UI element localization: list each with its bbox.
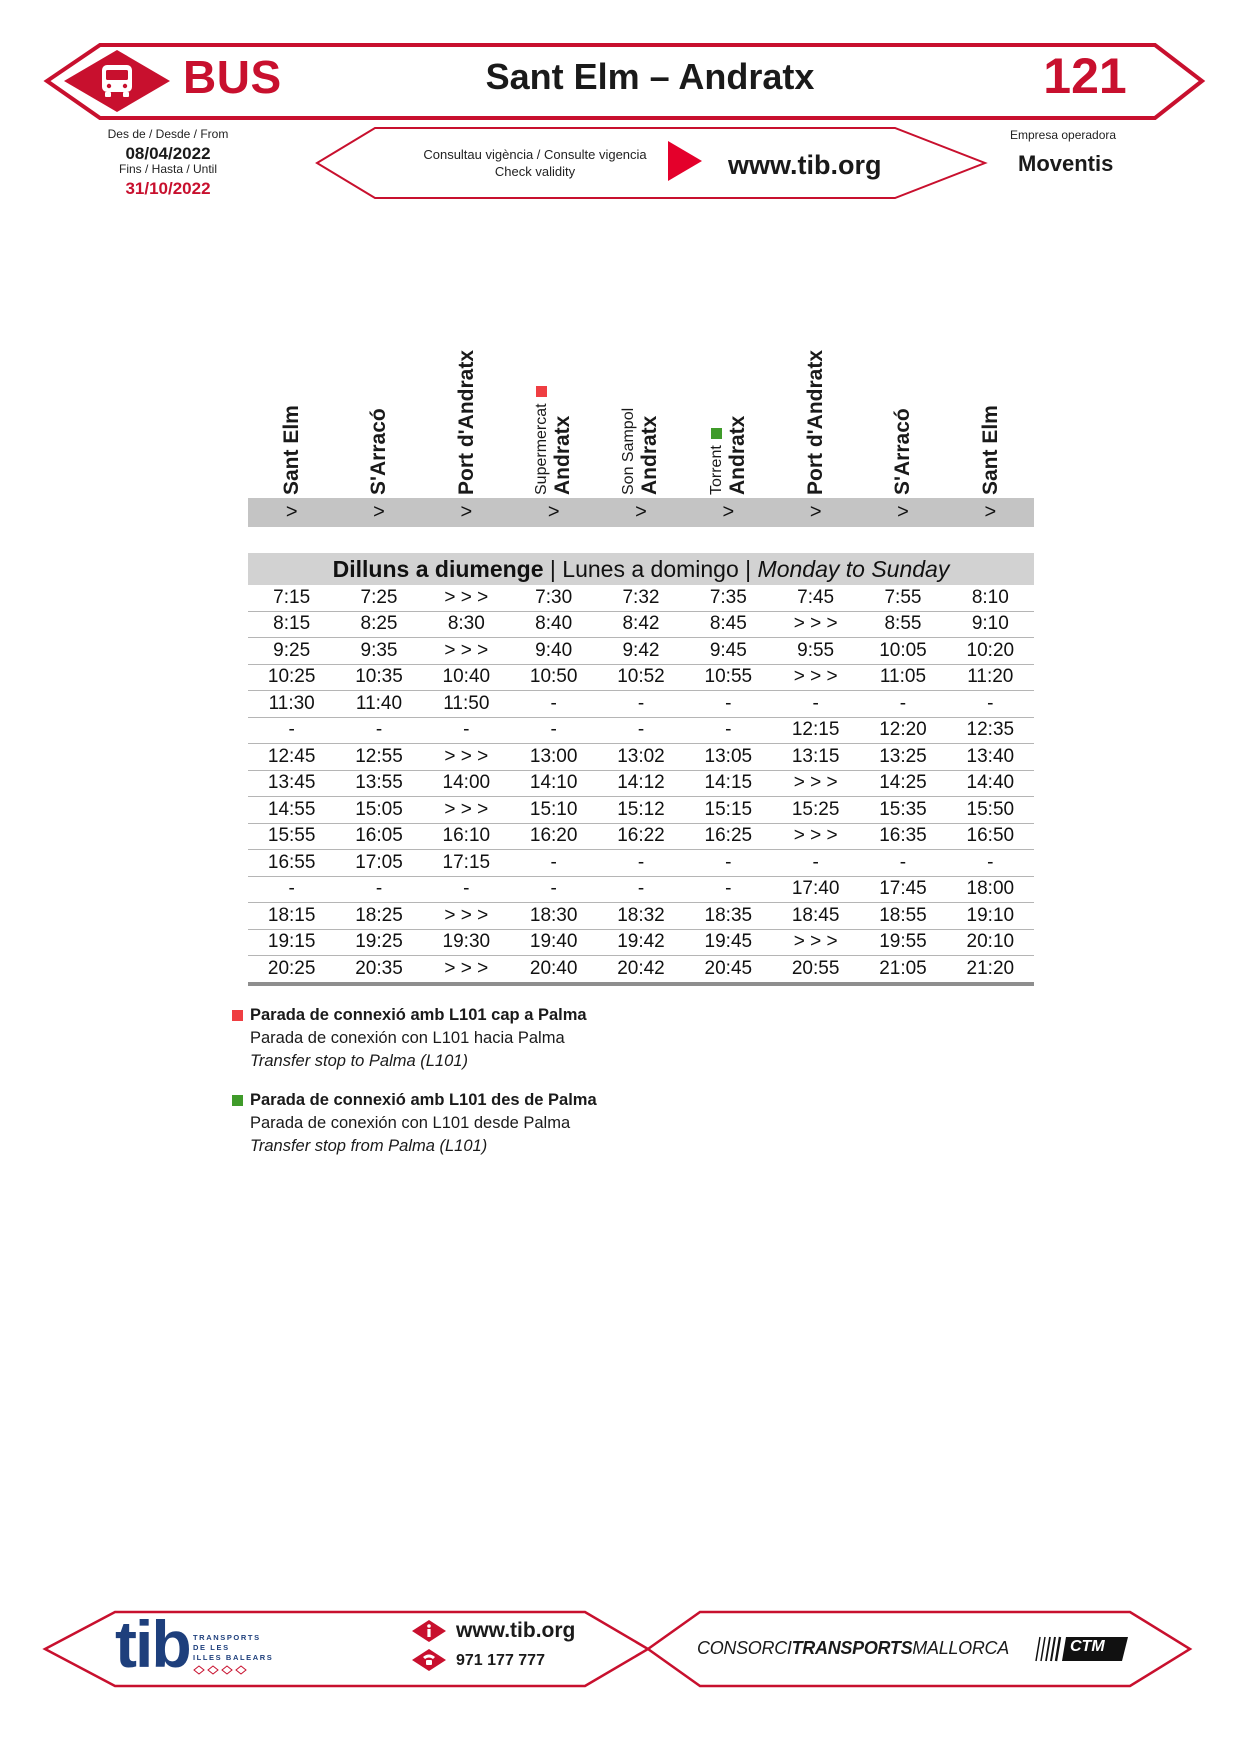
departure-time-cell: 18:55: [859, 903, 946, 930]
departure-time-cell: 13:05: [685, 744, 772, 771]
departure-time-cell: 17:05: [335, 850, 422, 877]
phone-icon: [411, 1648, 447, 1672]
departure-time-cell: 9:10: [947, 611, 1034, 638]
departure-time-cell: 8:30: [423, 611, 510, 638]
departure-time-cell: -: [859, 691, 946, 718]
departure-time-cell: > > >: [772, 770, 859, 797]
valid-from-date: 08/04/2022: [125, 144, 211, 163]
table-row: [248, 664, 1034, 691]
departure-time-cell: 10:40: [423, 664, 510, 691]
departure-time-cell: 19:25: [335, 929, 422, 956]
departure-time-cell: 19:55: [859, 929, 946, 956]
stop-name: Andratx: [551, 415, 574, 495]
table-row: [248, 929, 1034, 956]
departure-time-cell: 15:35: [859, 797, 946, 824]
departure-time-cell: 9:25: [248, 638, 335, 665]
departure-time-cell: -: [947, 850, 1034, 877]
departure-time-cell: -: [685, 691, 772, 718]
departure-time-cell: > > >: [772, 929, 859, 956]
departure-time-cell: 16:22: [597, 823, 684, 850]
departure-time-cell: 9:55: [772, 638, 859, 665]
departure-time-cell: 16:55: [248, 850, 335, 877]
departure-time-cell: > > >: [772, 611, 859, 638]
departure-time-cell: > > >: [423, 797, 510, 824]
service-days-bar: [248, 553, 1034, 585]
departure-time-cell: 10:35: [335, 664, 422, 691]
consorci-word-3: MALLORCA: [912, 1638, 1009, 1658]
departure-time-cell: 19:15: [248, 929, 335, 956]
red-square-icon: [536, 386, 547, 397]
departure-time-cell: 7:30: [510, 585, 597, 611]
departure-time-cell: 17:45: [859, 876, 946, 903]
note-1-catalan: Parada de connexió amb L101 cap a Palma: [250, 1006, 587, 1024]
departure-time-cell: 15:10: [510, 797, 597, 824]
direction-arrow: >: [897, 501, 909, 523]
departure-time-cell: 8:40: [510, 611, 597, 638]
departure-time-cell: > > >: [423, 903, 510, 930]
tib-logo: tib: [115, 1607, 190, 1681]
table-row: [248, 717, 1034, 744]
departure-time-cell: -: [248, 876, 335, 903]
table-row: [248, 876, 1034, 903]
departure-time-cell: 19:10: [947, 903, 1034, 930]
stop-header-label: [891, 408, 915, 495]
stop-header-label: [367, 408, 391, 495]
departure-time-cell: 20:45: [685, 956, 772, 984]
departure-time-cell: -: [597, 850, 684, 877]
departure-time-cell: 11:20: [947, 664, 1034, 691]
direction-arrow: >: [984, 501, 997, 523]
departure-time-cell: 16:10: [423, 823, 510, 850]
departure-time-cell: 15:05: [335, 797, 422, 824]
ctm-logo: CTM: [1070, 1638, 1105, 1655]
header-website-link[interactable]: www.tib.org: [728, 150, 882, 180]
info-icon: [411, 1619, 447, 1643]
table-row: [248, 585, 1034, 611]
stop-header-label: [708, 416, 750, 495]
departure-time-cell: 7:15: [248, 585, 335, 611]
departure-time-cell: 13:45: [248, 770, 335, 797]
departure-time-cell: 20:42: [597, 956, 684, 984]
check-validity-line1: Consultau vigència / Consulte vigencia: [423, 147, 647, 162]
departure-time-cell: > > >: [772, 823, 859, 850]
departure-time-cell: -: [772, 691, 859, 718]
departure-time-cell: -: [510, 876, 597, 903]
departure-time-cell: 12:55: [335, 744, 422, 771]
departure-time-cell: 19:45: [685, 929, 772, 956]
departure-time-cell: 15:12: [597, 797, 684, 824]
departure-time-cell: 14:55: [248, 797, 335, 824]
departure-time-cell: 20:25: [248, 956, 335, 984]
departure-time-cell: 13:00: [510, 744, 597, 771]
stop-header-label: [533, 386, 575, 495]
departure-time-cell: -: [423, 717, 510, 744]
departure-time-cell: 16:50: [947, 823, 1034, 850]
departure-time-cell: 20:10: [947, 929, 1034, 956]
table-row: [248, 850, 1034, 877]
departure-time-cell: 10:05: [859, 638, 946, 665]
direction-arrow-bar: [248, 498, 1034, 527]
table-row: [248, 770, 1034, 797]
stop-header-label: [455, 350, 479, 495]
direction-arrow: >: [809, 501, 822, 523]
departure-time-cell: 10:20: [947, 638, 1034, 665]
departure-time-cell: 20:40: [510, 956, 597, 984]
departure-time-cell: 21:20: [947, 956, 1034, 984]
departure-time-cell: 14:40: [947, 770, 1034, 797]
operator-label: Empresa operadora: [1010, 128, 1117, 142]
departure-time-cell: 14:15: [685, 770, 772, 797]
tib-sub-line3: ILLES BALEARS: [193, 1653, 274, 1662]
departure-time-cell: 16:25: [685, 823, 772, 850]
departure-time-cell: 11:40: [335, 691, 422, 718]
valid-until-label: Fins / Hasta / Until: [118, 162, 218, 176]
departure-time-cell: 9:42: [597, 638, 684, 665]
stop-name: Sant Elm: [978, 405, 1002, 495]
departure-time-cell: 9:35: [335, 638, 422, 665]
mode-label: BUS: [183, 51, 282, 103]
departure-time-cell: 9:40: [510, 638, 597, 665]
departure-time-cell: -: [597, 717, 684, 744]
tib-sub-line1: TRANSPORTS: [193, 1633, 261, 1642]
note-1-spanish: Parada de conexión con L101 hacia Palma: [250, 1029, 565, 1047]
departure-time-cell: 8:45: [685, 611, 772, 638]
valid-from-label: Des de / Desde / From: [107, 127, 229, 141]
stop-header: [859, 345, 947, 495]
departure-time-cell: 14:10: [510, 770, 597, 797]
tib-logo-subtitle: [193, 1633, 273, 1663]
departure-time-cell: 19:40: [510, 929, 597, 956]
departure-time-cell: 18:45: [772, 903, 859, 930]
stop-header: [335, 345, 423, 495]
departure-time-cell: > > >: [423, 956, 510, 984]
days-catalan: Dilluns a diumenge: [332, 556, 544, 582]
departure-time-cell: -: [685, 850, 772, 877]
red-square-icon: [232, 1010, 243, 1021]
departure-time-cell: 8:25: [335, 611, 422, 638]
departure-time-cell: 12:45: [248, 744, 335, 771]
green-square-icon: [711, 428, 722, 439]
stop-header: [772, 345, 860, 495]
departure-time-cell: -: [510, 717, 597, 744]
departure-time-cell: -: [510, 691, 597, 718]
table-row: [248, 744, 1034, 771]
departure-time-cell: 10:52: [597, 664, 684, 691]
stop-header-label: [280, 405, 304, 495]
departure-time-cell: 18:15: [248, 903, 335, 930]
stop-header: [248, 345, 336, 495]
departure-time-cell: 16:05: [335, 823, 422, 850]
departure-time-cell: 17:15: [423, 850, 510, 877]
table-row: [248, 797, 1034, 824]
departure-time-cell: 18:32: [597, 903, 684, 930]
table-row: [248, 691, 1034, 718]
stop-header-label: [979, 405, 1003, 495]
departure-time-cell: 10:55: [685, 664, 772, 691]
departure-time-cell: -: [597, 876, 684, 903]
stop-name: S'Arracó: [367, 408, 391, 495]
departure-time-cell: 13:40: [947, 744, 1034, 771]
departure-time-cell: -: [947, 691, 1034, 718]
departure-time-cell: -: [597, 691, 684, 718]
departure-time-cell: 7:25: [335, 585, 422, 611]
check-validity-line2: Check validity: [494, 164, 576, 179]
direction-arrow: >: [285, 501, 298, 523]
departure-time-cell: 11:50: [423, 691, 510, 718]
departure-time-cell: 19:42: [597, 929, 684, 956]
departure-time-cell: 21:05: [859, 956, 946, 984]
departure-time-cell: 13:02: [597, 744, 684, 771]
departure-time-cell: 7:35: [685, 585, 772, 611]
departure-time-cell: 11:30: [248, 691, 335, 718]
departure-time-cell: 10:25: [248, 664, 335, 691]
departure-time-cell: -: [772, 850, 859, 877]
note-2-catalan: Parada de connexió amb L101 des de Palma: [250, 1091, 597, 1109]
consorci-logo-text: [697, 1638, 1009, 1659]
check-validity-label: [420, 146, 650, 180]
stop-header: [685, 345, 773, 495]
consorci-word-1: CONSORCI: [697, 1638, 792, 1658]
departure-time-cell: 7:45: [772, 585, 859, 611]
departure-time-cell: 15:25: [772, 797, 859, 824]
stop-header: [510, 345, 598, 495]
departure-time-cell: -: [510, 850, 597, 877]
departure-time-cell: 10:50: [510, 664, 597, 691]
departure-time-cell: -: [859, 850, 946, 877]
departure-time-cell: 13:25: [859, 744, 946, 771]
departure-time-cell: 14:12: [597, 770, 684, 797]
departure-time-cell: > > >: [772, 664, 859, 691]
departure-time-cell: 13:55: [335, 770, 422, 797]
stop-name: Andratx: [725, 415, 749, 495]
direction-arrow: >: [722, 501, 735, 523]
table-row: [248, 638, 1034, 665]
stop-sub-location: [533, 386, 551, 495]
note-transfer-to-palma: [232, 1004, 587, 1073]
departure-time-cell: 11:05: [859, 664, 946, 691]
table-row: [248, 823, 1034, 850]
departure-time-cell: 8:55: [859, 611, 946, 638]
route-number: 121: [1043, 48, 1127, 104]
direction-arrow: >: [460, 501, 473, 523]
departure-time-cell: 15:15: [685, 797, 772, 824]
stop-name: Port d'Andratx: [804, 349, 827, 495]
departure-time-cell: 14:25: [859, 770, 946, 797]
departure-time-cell: -: [423, 876, 510, 903]
departure-time-cell: 15:55: [248, 823, 335, 850]
departure-time-cell: 14:00: [423, 770, 510, 797]
departure-time-cell: 12:15: [772, 717, 859, 744]
footer-phone-number[interactable]: 971 177 777: [456, 1652, 545, 1669]
departure-time-cell: 12:35: [947, 717, 1034, 744]
operator-name: Moventis: [1018, 151, 1114, 176]
stop-header-label: [620, 408, 662, 495]
direction-arrow: >: [635, 501, 647, 523]
departure-time-cell: 15:50: [947, 797, 1034, 824]
departure-time-cell: 12:20: [859, 717, 946, 744]
departure-time-cell: 17:40: [772, 876, 859, 903]
departure-time-cell: > > >: [423, 585, 510, 611]
stop-header-label: [804, 350, 828, 495]
departure-time-cell: 9:45: [685, 638, 772, 665]
stop-sub-name: Torrent: [707, 445, 725, 495]
stop-name: Andratx: [638, 415, 662, 495]
days-english: Monday to Sunday: [757, 556, 950, 582]
bus-icon: [98, 63, 136, 99]
stop-name: Port d'Andratx: [454, 349, 478, 495]
departure-time-cell: -: [248, 717, 335, 744]
departure-time-cell: 18:00: [947, 876, 1034, 903]
departure-time-cell: 8:10: [947, 585, 1034, 611]
departure-time-cell: -: [335, 717, 422, 744]
stop-header: [597, 345, 685, 495]
days-spanish: Lunes a domingo: [562, 556, 739, 582]
timetable: [248, 585, 1034, 986]
departure-time-cell: 18:25: [335, 903, 422, 930]
departure-time-cell: 20:35: [335, 956, 422, 984]
route-title: Sant Elm – Andratx: [485, 56, 815, 97]
note-1-english: Transfer stop to Palma (L101): [250, 1052, 468, 1070]
consorci-word-2: TRANSPORTS: [791, 1638, 913, 1658]
departure-time-cell: 16:35: [859, 823, 946, 850]
stop-sub-name: Supermercat: [533, 403, 550, 495]
green-square-icon: [232, 1095, 243, 1106]
departure-time-cell: 18:30: [510, 903, 597, 930]
departure-time-cell: > > >: [423, 744, 510, 771]
departure-time-cell: 8:15: [248, 611, 335, 638]
departure-time-cell: -: [685, 876, 772, 903]
tib-dots-icon: [193, 1665, 251, 1675]
departure-time-cell: 19:30: [423, 929, 510, 956]
note-transfer-from-palma: [232, 1089, 597, 1158]
stop-sub-location: [708, 416, 726, 495]
table-row: [248, 611, 1034, 638]
valid-until-date: 31/10/2022: [125, 179, 211, 198]
departure-time-cell: 16:20: [510, 823, 597, 850]
tib-sub-line2: DE LES: [193, 1643, 230, 1652]
departure-time-cell: 20:55: [772, 956, 859, 984]
departure-time-cell: -: [685, 717, 772, 744]
stop-name: Sant Elm: [280, 405, 303, 495]
days-separator-1: |: [549, 556, 556, 582]
direction-arrow: >: [373, 501, 385, 523]
note-2-spanish: Parada de conexión con L101 desde Palma: [250, 1114, 571, 1132]
table-row: [248, 956, 1034, 984]
note-2-english: Transfer stop from Palma (L101): [250, 1137, 488, 1155]
departure-time-cell: 8:42: [597, 611, 684, 638]
direction-arrow: >: [547, 501, 560, 523]
departure-time-cell: 7:32: [597, 585, 684, 611]
stop-header: [423, 345, 511, 495]
stop-sub-location: [620, 408, 638, 495]
departure-time-cell: 7:55: [859, 585, 946, 611]
departure-time-cell: 13:15: [772, 744, 859, 771]
departure-time-cell: -: [335, 876, 422, 903]
departure-time-cell: 18:35: [685, 903, 772, 930]
days-separator-2: |: [745, 556, 752, 582]
stop-sub-name: Son Sampol: [620, 407, 638, 495]
stop-name: S'Arracó: [891, 408, 915, 495]
table-row: [248, 903, 1034, 930]
footer-website-link[interactable]: www.tib.org: [456, 1619, 576, 1642]
stop-header: [947, 345, 1035, 495]
departure-time-cell: > > >: [423, 638, 510, 665]
